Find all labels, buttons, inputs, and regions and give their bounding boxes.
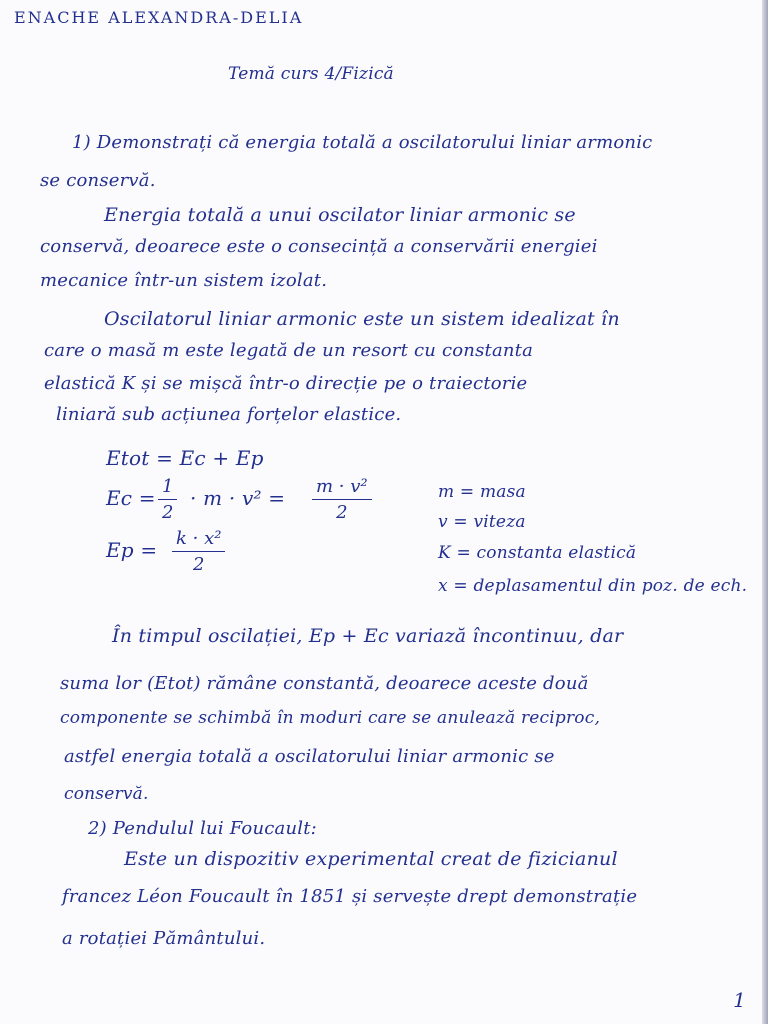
paragraph-3-line-2: suma lor (Etot) rămâne constantă, deoarece aceste două <box>60 673 589 694</box>
fraction-one-half-denominator: 2 <box>162 502 174 523</box>
assignment-title: Temă curs 4/Fizică <box>228 64 394 84</box>
fraction-mv2-over-2 <box>312 476 372 523</box>
legend-displacement: x = deplasamentul din poz. de ech. <box>438 576 748 596</box>
page-number: 1 <box>733 988 746 1012</box>
paragraph-3-line-4: astfel energia totală a oscilatorului liniar armonic se <box>64 746 555 767</box>
section-2-line-3: a rotației Pământului. <box>62 928 266 949</box>
paragraph-3-line-3: componente se schimbă în moduri care se anulează reciproc, <box>60 708 601 728</box>
formula-ep-lhs: Ep = <box>106 538 158 562</box>
fraction-mv2-denominator: 2 <box>336 502 348 523</box>
question-1-line-2: se conservă. <box>40 170 156 191</box>
section-2-line-2: francez Léon Foucault în 1851 și servește drept demonstrație <box>62 886 638 907</box>
author-name: ENACHE ALEXANDRA-DELIA <box>14 8 304 27</box>
question-1-line-1: 1) Demonstrați că energia totală a oscilatorului liniar armonic <box>72 132 653 153</box>
paragraph-1-line-1: Energia totală a unui oscilator liniar armonic se <box>104 204 576 226</box>
paragraph-2-line-1: Oscilatorul liniar armonic este un sistem idealizat în <box>104 308 620 330</box>
formula-ec-lhs: Ec = <box>106 486 156 510</box>
paragraph-2-line-4: liniară sub acțiunea forțelor elastice. <box>56 404 402 425</box>
fraction-mv2-numerator: m · v² <box>312 476 372 500</box>
section-2-line-1: Este un dispozitiv experimental creat de fizicianul <box>124 848 618 870</box>
legend-mass: m = masa <box>438 482 526 502</box>
fraction-kx2-denominator: 2 <box>193 554 205 575</box>
paragraph-1-line-3: mecanice într-un sistem izolat. <box>40 270 328 291</box>
paragraph-2-line-3: elastică K și se mișcă într-o direcție pe o traiectorie <box>44 373 528 394</box>
section-2-heading: 2) Pendulul lui Foucault: <box>88 818 317 839</box>
legend-velocity: v = viteza <box>438 512 526 532</box>
paragraph-2-line-2: care o masă m este legată de un resort cu constanta <box>44 340 534 361</box>
fraction-kx2-numerator: k · x² <box>172 528 225 552</box>
paragraph-1-line-2: conservă, deoarece este o consecință a conservării energiei <box>40 236 598 257</box>
fraction-one-half <box>158 476 177 523</box>
page-edge <box>762 0 768 1024</box>
legend-elastic-constant: K = constanta elastică <box>438 543 637 563</box>
fraction-kx2-over-2 <box>172 528 225 575</box>
formula-total-energy: Etot = Ec + Ep <box>106 446 264 470</box>
paragraph-3-line-1: În timpul oscilației, Ep + Ec variază încontinuu, dar <box>112 625 624 647</box>
formula-ec-middle: · m · v² = <box>190 486 286 510</box>
fraction-one-half-numerator: 1 <box>158 476 177 500</box>
paragraph-3-line-5: conservă. <box>64 784 149 804</box>
